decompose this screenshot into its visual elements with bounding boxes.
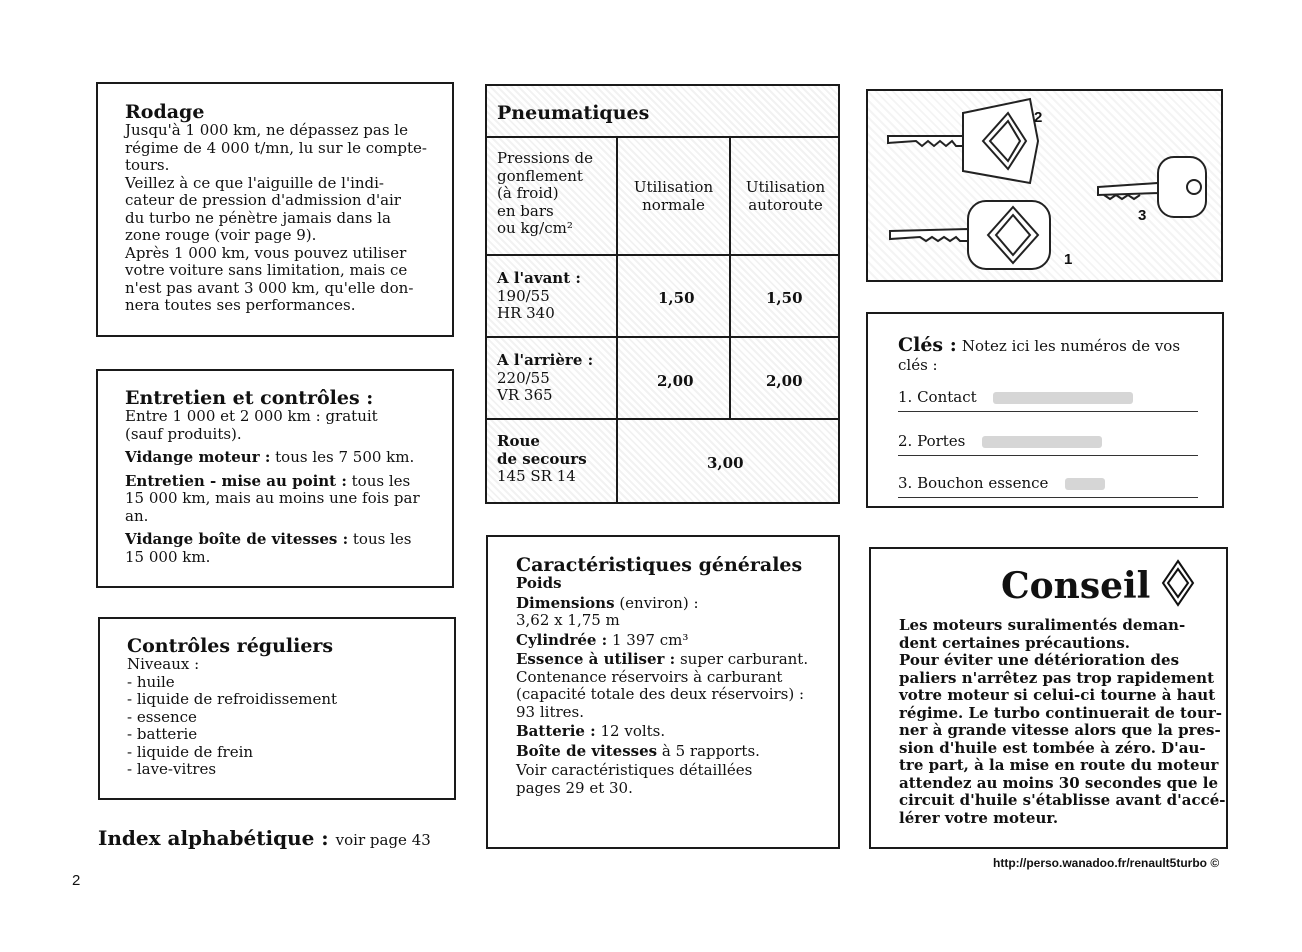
- avant-line: 190/55: [497, 286, 550, 305]
- cle-row-contact[interactable]: [898, 388, 1198, 406]
- controles-list: [127, 656, 454, 779]
- col-autoroute-line: Utilisation: [745, 178, 826, 196]
- mise-au-point-line: 15 000 km, mais au moins une fois par: [125, 489, 420, 507]
- mise-au-point-label: Entretien - mise au point :: [125, 471, 347, 490]
- conseil-line: régime. Le turbo continuerait de tour-: [899, 703, 1222, 722]
- cylindree-value: 1 397 cm³: [611, 630, 689, 649]
- index-reference: [98, 826, 431, 850]
- voir-line: pages 29 et 30.: [516, 778, 633, 797]
- redacted-value: [982, 436, 1102, 448]
- rodage-line: zone rouge (voir page 9).: [125, 226, 317, 244]
- key-2-icon: [888, 99, 1038, 183]
- cle-label: 2. Portes: [898, 432, 971, 450]
- mise-au-point-line: an.: [125, 506, 149, 525]
- rodage-line: cateur de pression d'admission d'air: [125, 191, 401, 209]
- key-label: 3: [1138, 207, 1147, 224]
- col-normale-line: Utilisation: [633, 178, 714, 196]
- keys-drawing: [868, 91, 1221, 280]
- arriere-line: VR 365: [497, 386, 553, 404]
- boite-vitesses-label: Boîte de vitesses: [516, 741, 658, 760]
- list-item: - liquide de refroidissement: [127, 690, 338, 708]
- essence-label: Essence à utiliser :: [516, 650, 676, 668]
- conseil-line: Les moteurs suralimentés deman-: [899, 616, 1186, 634]
- voir-line: Voir caractéristiques détaillées: [516, 761, 753, 779]
- renault-logo-icon: [1161, 559, 1195, 607]
- rodage-line: votre voiture sans limitation, mais ce: [125, 261, 408, 279]
- cle-row-bouchon[interactable]: [898, 474, 1198, 492]
- rodage-line: régime de 4 000 t/mn, lu sur le compte-: [125, 138, 427, 157]
- conseil-line: Pour éviter une détérioration des: [899, 651, 1180, 669]
- rodage-line: du turbo ne pénètre jamais dans la: [125, 208, 391, 227]
- rodage-line: tours.: [125, 156, 170, 174]
- col-normale-line: normale: [642, 195, 705, 214]
- source-url: http://perso.wanadoo.fr/renault5turbo ©: [993, 856, 1220, 870]
- boite-vitesses: [516, 743, 814, 761]
- secours-line: Roue: [497, 432, 540, 450]
- caracteristiques-title: Caractéristiques générales: [516, 554, 803, 576]
- rodage-line: Après 1 000 km, vous pouvez utiliser: [125, 243, 407, 262]
- pneumatiques-title: Pneumatiques: [497, 102, 650, 124]
- rodage-line: n'est pas avant 3 000 km, qu'elle don-: [125, 278, 414, 297]
- secours-value: 3,00: [707, 454, 744, 472]
- conseil-line: paliers n'arrêtez pas trop rapidement: [899, 668, 1215, 687]
- pressions-header-line: (à froid): [497, 184, 559, 202]
- entretien-intro-line: Entre 1 000 et 2 000 km : gratuit: [125, 407, 378, 425]
- index-label: Index alphabétique :: [98, 826, 329, 850]
- list-item: - lave-vitres: [127, 760, 217, 778]
- conseil-section: [869, 547, 1228, 849]
- cles-section: [866, 312, 1224, 508]
- contenance-line: (capacité totale des deux réservoirs) :: [516, 685, 805, 703]
- cle-row-portes[interactable]: [898, 432, 1198, 450]
- list-item: - batterie: [127, 725, 198, 743]
- pressions-header-line: en bars: [497, 201, 554, 220]
- caracteristiques-text: [516, 575, 814, 797]
- poids-label: Poids: [516, 574, 562, 592]
- arriere-label: [497, 352, 593, 405]
- arriere-normale-value: 2,00: [657, 372, 694, 390]
- list-item: - huile: [127, 672, 175, 691]
- avant-normale-value: 1,50: [658, 289, 695, 307]
- avant-autoroute-value: 1,50: [766, 289, 803, 307]
- cles-subtitle-2: clés :: [898, 356, 938, 374]
- conseil-header: [899, 565, 1226, 607]
- table-rule: [487, 254, 838, 256]
- avant-line: HR 340: [497, 304, 555, 322]
- col-normale-header: [618, 179, 729, 214]
- pressions-header-line: Pressions de: [497, 149, 593, 167]
- avant-label: [497, 270, 581, 323]
- pneumatiques-table: [485, 84, 840, 504]
- entretien-title: Entretien et contrôles :: [125, 387, 374, 409]
- secours-label: [497, 433, 587, 486]
- batterie-label: Batterie :: [516, 722, 596, 740]
- cles-subtitle: Notez ici les numéros de vos: [961, 337, 1181, 355]
- vidange-moteur: [125, 449, 425, 467]
- redacted-value: [993, 392, 1133, 404]
- essence-value: super carburant.: [679, 650, 809, 668]
- arriere-line: 220/55: [497, 368, 550, 387]
- dimensions-value: 3,62 x 1,75 m: [516, 611, 620, 629]
- conseil-text: [899, 616, 1226, 827]
- batterie: [516, 723, 814, 741]
- entretien-intro-line: (sauf produits).: [125, 424, 242, 443]
- conseil-line: dent certaines précautions.: [899, 633, 1131, 652]
- index-page-ref: voir page 43: [335, 831, 431, 849]
- essence: [516, 651, 814, 721]
- cle-label: 1. Contact: [898, 388, 983, 406]
- table-rule: [487, 336, 838, 338]
- arriere-line: A l'arrière :: [497, 351, 594, 369]
- vidange-moteur-label: Vidange moteur :: [125, 448, 271, 466]
- mise-au-point-text: tous les: [351, 471, 411, 490]
- cles-header: [898, 334, 1222, 374]
- cle-label: 3. Bouchon essence: [898, 474, 1054, 492]
- key-label: 1: [1064, 251, 1073, 268]
- boite-vitesses-value: à 5 rapports.: [661, 741, 760, 760]
- table-rule: [487, 418, 838, 420]
- contenance-line: Contenance réservoirs à carburant: [516, 667, 783, 686]
- arriere-autoroute-value: 2,00: [766, 372, 803, 390]
- list-item: - essence: [127, 707, 197, 726]
- key-label: 2: [1034, 109, 1043, 126]
- cle-line: [898, 411, 1198, 412]
- rodage-line: Veillez à ce que l'aiguille de l'indi-: [125, 173, 384, 192]
- dimensions: [516, 595, 814, 630]
- vidange-boite-text: tous les: [352, 530, 412, 548]
- cylindree: [516, 632, 814, 650]
- entretien-section: [96, 369, 454, 588]
- conseil-line: sion d'huile est tombée à zéro. D'au-: [899, 738, 1206, 757]
- entretien-intro: [125, 408, 425, 443]
- rodage-section: [96, 82, 454, 337]
- conseil-line: attendez au moins 30 secondes que le: [899, 773, 1219, 792]
- entretien-text: [125, 408, 425, 566]
- conseil-line: lérer votre moteur.: [899, 808, 1059, 827]
- secours-line: 145 SR 14: [497, 467, 576, 485]
- vidange-moteur-text: tous les 7 500 km.: [275, 448, 415, 466]
- contenance-line: 93 litres.: [516, 702, 584, 721]
- avant-line: A l'avant :: [497, 269, 581, 287]
- list-item: - liquide de frein: [127, 742, 254, 761]
- redacted-value: [1065, 478, 1105, 490]
- key-3-icon: [1098, 157, 1206, 217]
- conseil-line: votre moteur si celui-ci tourne à haut: [899, 686, 1216, 704]
- batterie-value: 12 volts.: [600, 722, 666, 740]
- table-rule: [616, 418, 618, 502]
- cle-line: [898, 497, 1198, 498]
- conseil-line: circuit d'huile s'établisse avant d'accé-: [899, 791, 1226, 809]
- niveaux-label: Niveaux :: [127, 655, 200, 673]
- conseil-title: Conseil: [1001, 565, 1151, 607]
- mise-au-point: [125, 473, 425, 526]
- pressions-header-line: gonflement: [497, 166, 583, 185]
- pressions-header-line: ou kg/cm²: [497, 219, 573, 237]
- dimensions-note: (environ) :: [619, 593, 699, 612]
- conseil-line: tre part, à la mise en route du moteur: [899, 756, 1219, 774]
- controles-title: Contrôles réguliers: [127, 635, 334, 657]
- rodage-title: Rodage: [125, 101, 205, 123]
- vidange-boite-label: Vidange boîte de vitesses :: [125, 530, 349, 548]
- rodage-line: nera toutes ses performances.: [125, 296, 356, 314]
- rodage-line: Jusqu'à 1 000 km, ne dépassez pas le: [125, 121, 408, 139]
- col-autoroute-line: autoroute: [748, 195, 823, 214]
- conseil-line: ner à grande vitesse alors que la pres-: [899, 721, 1221, 739]
- caracteristiques-section: [486, 535, 840, 849]
- col-autoroute-header: [731, 179, 840, 214]
- rodage-text: [125, 122, 425, 315]
- key-1-icon: [890, 201, 1050, 269]
- cylindree-label: Cylindrée :: [516, 630, 608, 649]
- controles-section: [98, 617, 456, 800]
- keys-illustration: [866, 89, 1223, 282]
- dimensions-label: Dimensions: [516, 593, 615, 612]
- secours-line: de secours: [497, 449, 587, 468]
- vidange-boite-line: 15 000 km.: [125, 547, 211, 566]
- cles-title: Clés :: [898, 334, 957, 356]
- vidange-boite: [125, 531, 425, 566]
- pressions-header: [497, 150, 593, 238]
- voir-caracteristiques: [516, 762, 814, 797]
- cle-line: [898, 455, 1198, 456]
- table-rule: [487, 136, 838, 138]
- page-number: 2: [72, 872, 81, 889]
